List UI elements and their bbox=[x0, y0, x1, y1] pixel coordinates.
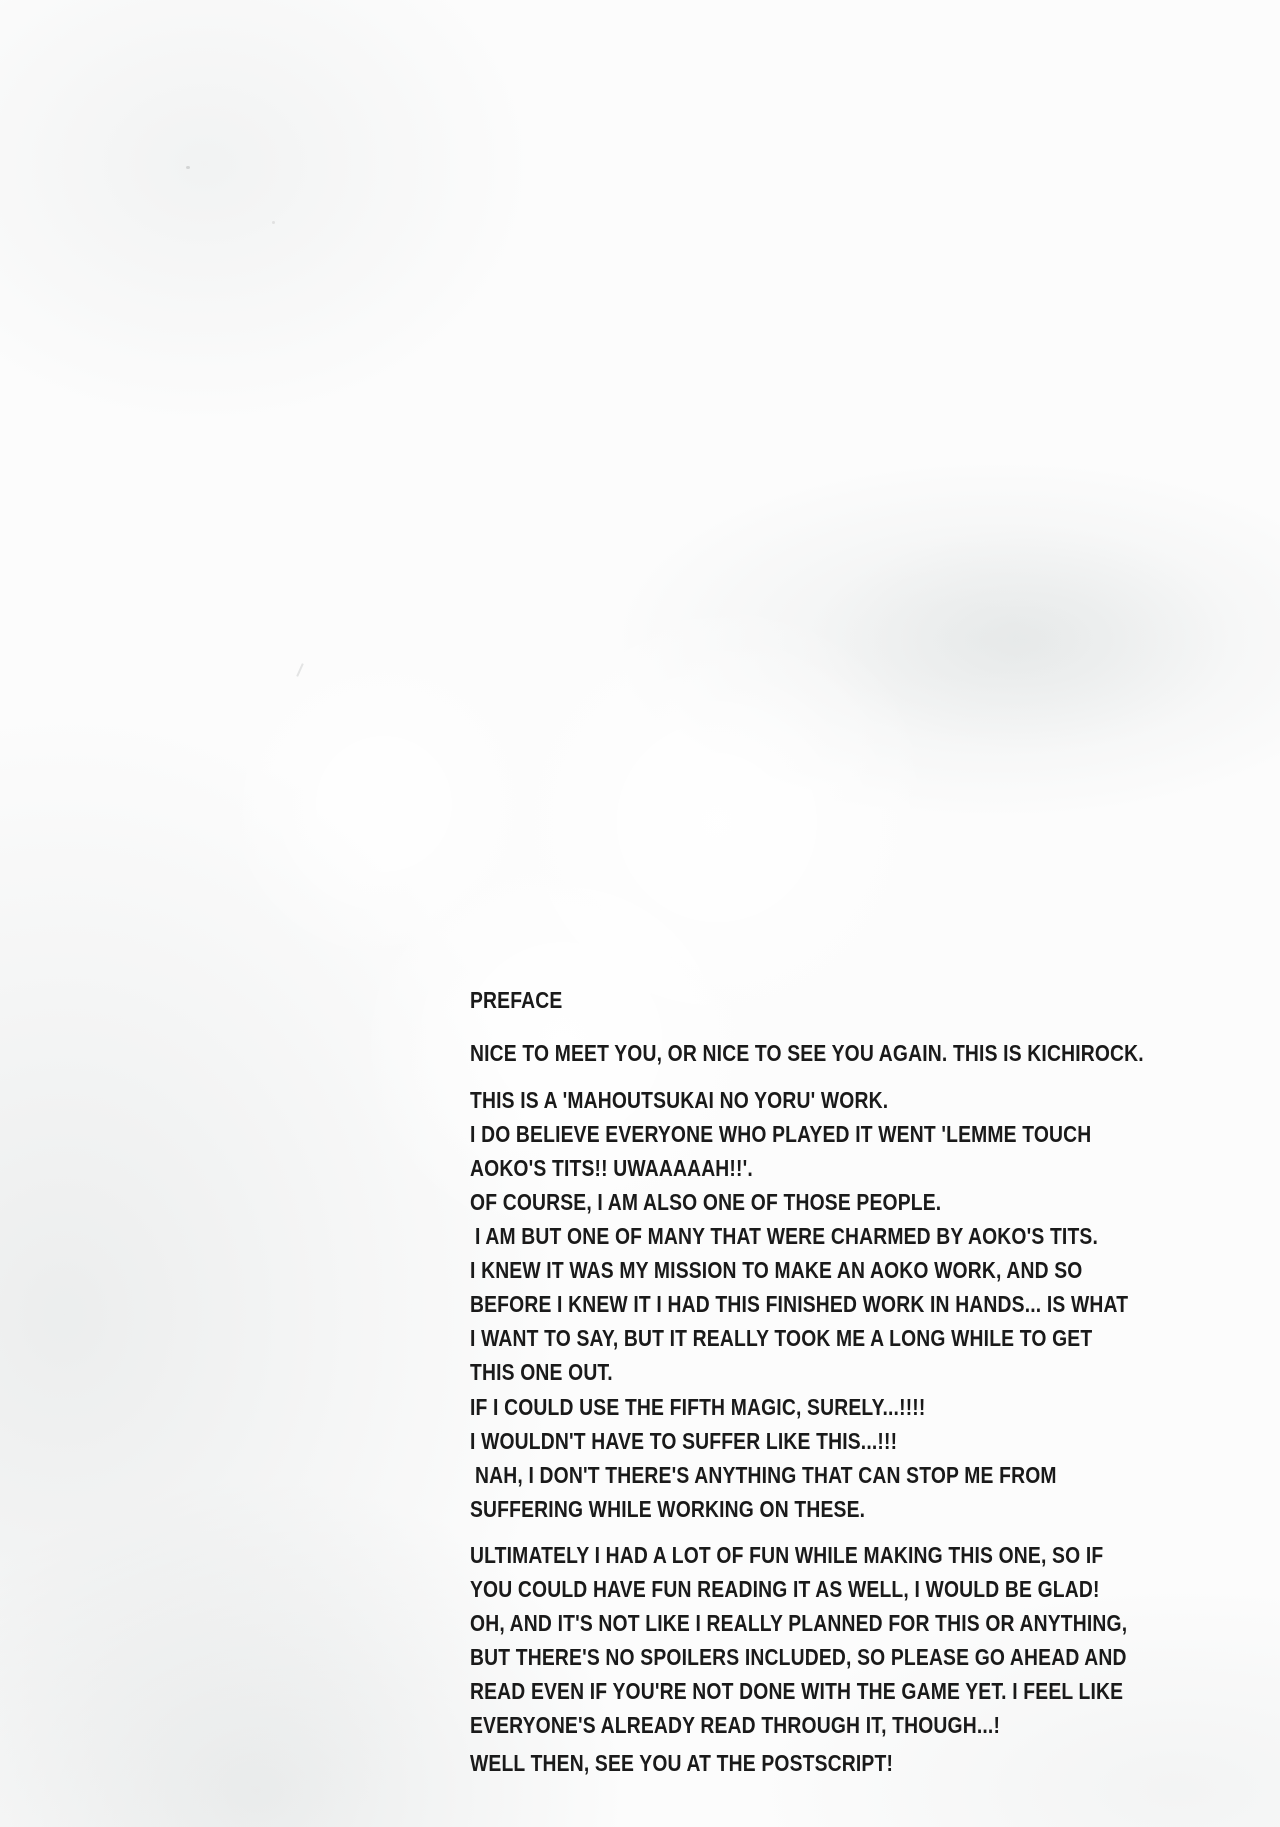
paragraph bbox=[470, 1083, 1272, 1389]
text-line: I WANT TO SAY, BUT IT REALLY TOOK ME A LONG WHILE TO GET bbox=[470, 1325, 1093, 1351]
text-line: NICE TO MEET YOU, OR NICE TO SEE YOU AGAIN. THIS IS KICHIROCK. bbox=[470, 1040, 1144, 1066]
preface-title: PREFACE bbox=[470, 987, 563, 1013]
text-line: I AM BUT ONE OF MANY THAT WERE CHARMED BY AOKO'S TITS. bbox=[475, 1223, 1099, 1249]
paragraph bbox=[470, 1036, 1272, 1070]
text-line: NAH, I DON'T THERE'S ANYTHING THAT CAN STOP ME FROM bbox=[475, 1462, 1057, 1488]
paragraph bbox=[470, 1390, 1272, 1526]
text-line: YOU COULD HAVE FUN READING IT AS WELL, I WOULD BE GLAD! bbox=[470, 1576, 1100, 1602]
text-line: ULTIMATELY I HAD A LOT OF FUN WHILE MAKING THIS ONE, SO IF bbox=[470, 1542, 1104, 1568]
text-line: OF COURSE, I AM ALSO ONE OF THOSE PEOPLE. bbox=[470, 1189, 942, 1215]
paper-speck bbox=[186, 166, 190, 169]
text-line: AOKO'S TITS!! UWAAAAAH!!'. bbox=[470, 1155, 753, 1181]
text-line: BUT THERE'S NO SPOILERS INCLUDED, SO PLEASE GO AHEAD AND bbox=[470, 1644, 1127, 1670]
text-line: BEFORE I KNEW IT I HAD THIS FINISHED WORK IN HANDS... IS WHAT bbox=[470, 1291, 1129, 1317]
text-line: SUFFERING WHILE WORKING ON THESE. bbox=[470, 1496, 866, 1522]
paragraph bbox=[470, 1746, 1272, 1780]
text-line: I WOULDN'T HAVE TO SUFFER LIKE THIS...!!! bbox=[470, 1428, 898, 1454]
text-line: WELL THEN, SEE YOU AT THE POSTSCRIPT! bbox=[470, 1750, 894, 1776]
preface-paragraphs bbox=[470, 1036, 1272, 1780]
paper-speck bbox=[272, 221, 275, 224]
text-line: EVERYONE'S ALREADY READ THROUGH IT, THOUGH...! bbox=[470, 1712, 1001, 1738]
text-line: THIS IS A 'MAHOUTSUKAI NO YORU' WORK. bbox=[470, 1087, 889, 1113]
text-line: IF I COULD USE THE FIFTH MAGIC, SURELY...!!!! bbox=[470, 1394, 926, 1420]
preface-text-block bbox=[470, 983, 1272, 1780]
text-line: I DO BELIEVE EVERYONE WHO PLAYED IT WENT 'LEMME TOUCH bbox=[470, 1121, 1092, 1147]
text-line: THIS ONE OUT. bbox=[470, 1359, 613, 1385]
text-line: READ EVEN IF YOU'RE NOT DONE WITH THE GAME YET. I FEEL LIKE bbox=[470, 1678, 1124, 1704]
text-line: OH, AND IT'S NOT LIKE I REALLY PLANNED FOR THIS OR ANYTHING, bbox=[470, 1610, 1128, 1636]
paragraph bbox=[470, 1538, 1272, 1742]
text-line: I KNEW IT WAS MY MISSION TO MAKE AN AOKO WORK, AND SO bbox=[470, 1257, 1083, 1283]
paper-scratch bbox=[296, 663, 304, 677]
